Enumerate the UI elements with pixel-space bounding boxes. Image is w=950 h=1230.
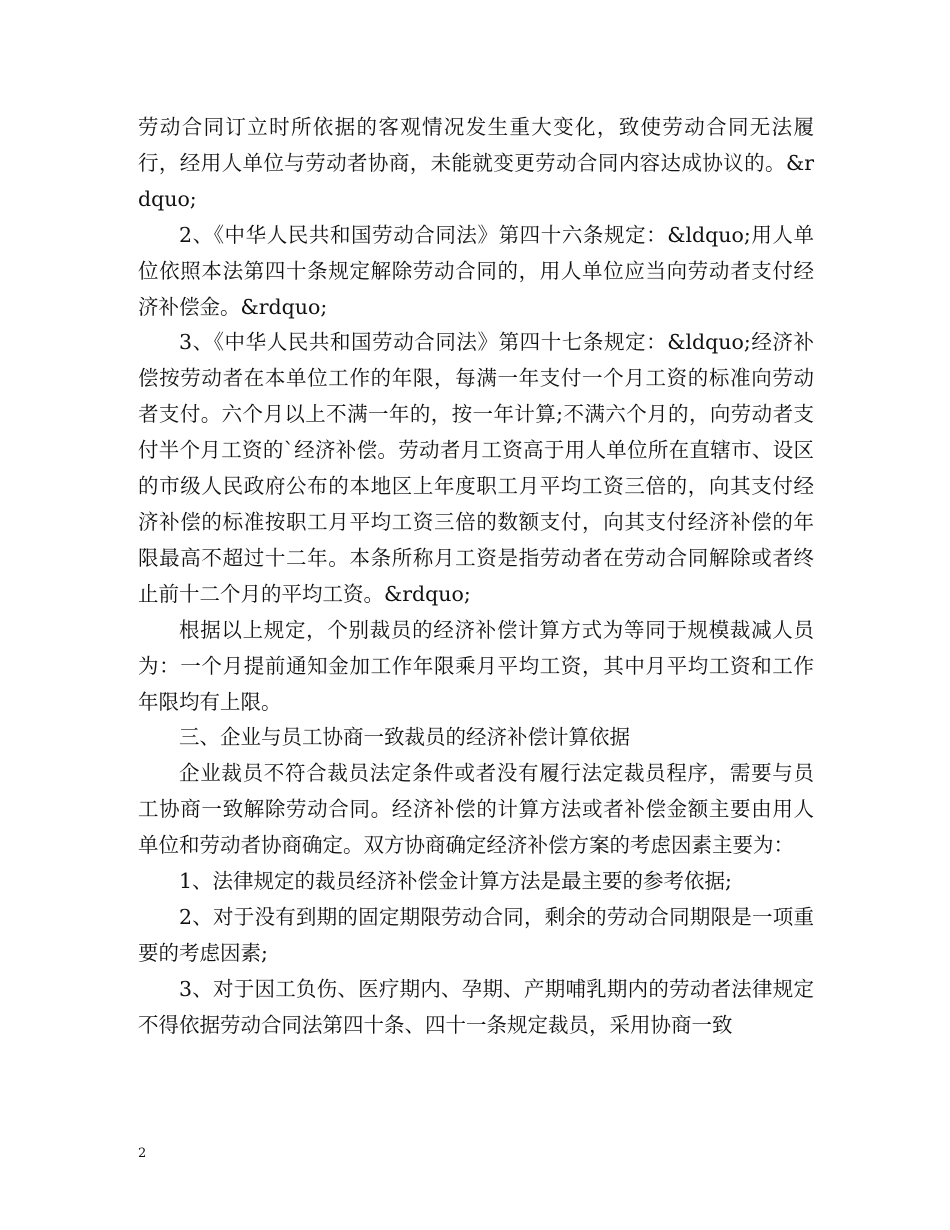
page-number: 2 [138, 1146, 147, 1161]
list-item-protected-workers: 3、对于因工负伤、医疗期内、孕期、产期哺乳期内的劳动者法律规定不得依据劳动合同法第四十条、四十一条规定裁员，采用协商一致 [138, 976, 814, 1037]
paragraph-article-47: 3、《中华人民共和国劳动合同法》第四十七条规定：&ldquo;经济补偿按劳动者在本单位工作的年限，每满一年支付一个月工资的标准向劳动者支付。六个月以上不满一年的，按一年计算;不满六个月的，向劳动者支付半个月工资的`经济补偿。劳动者月工资高于用人单位所在直辖市、设区的市级人民政府公布的本地区上年度职工月平均工资三倍的，向其支付经济补偿的标准按职工月平均工资三倍的数额支付，向其支付经济补偿的年限最高不超过十二年。本条所称月工资是指劳动者在劳动合同解除或者终止前十二个月的平均工资。&rdquo; [138, 330, 814, 606]
section-heading-negotiated-layoff: 三、企业与员工协商一致裁员的经济补偿计算依据 [179, 725, 630, 750]
paragraph-individual-layoff-summary: 根据以上规定，个别裁员的经济补偿计算方式为等同于规模裁减人员为：一个月提前通知金加工作年限乘月平均工资，其中月平均工资和工作年限均有上限。 [138, 617, 814, 714]
paragraph-article-46: 2、《中华人民共和国劳动合同法》第四十六条规定：&ldquo;用人单位依照本法第四十条规定解除劳动合同的，用人单位应当向劳动者支付经济补偿金。&rdquo; [138, 222, 814, 319]
list-item-remaining-term: 2、对于没有到期的固定期限劳动合同，剩余的劳动合同期限是一项重要的考虑因素; [138, 904, 814, 965]
paragraph-negotiated-layoff: 企业裁员不符合裁员法定条件或者没有履行法定裁员程序，需要与员工协商一致解除劳动合同。经济补偿的计算方法或者补偿金额主要由用人单位和劳动者协商确定。双方协商确定经济补偿方案的考虑因素主要为： [138, 761, 814, 858]
paragraph-continuation: 劳动合同订立时所依据的客观情况发生重大变化，致使劳动合同无法履行，经用人单位与劳动者协商，未能就变更劳动合同内容达成协议的。&rdquo; [138, 115, 814, 211]
document-body [138, 110, 814, 1044]
list-item-legal-method: 1、法律规定的裁员经济补偿金计算方法是最主要的参考依据; [179, 869, 732, 894]
